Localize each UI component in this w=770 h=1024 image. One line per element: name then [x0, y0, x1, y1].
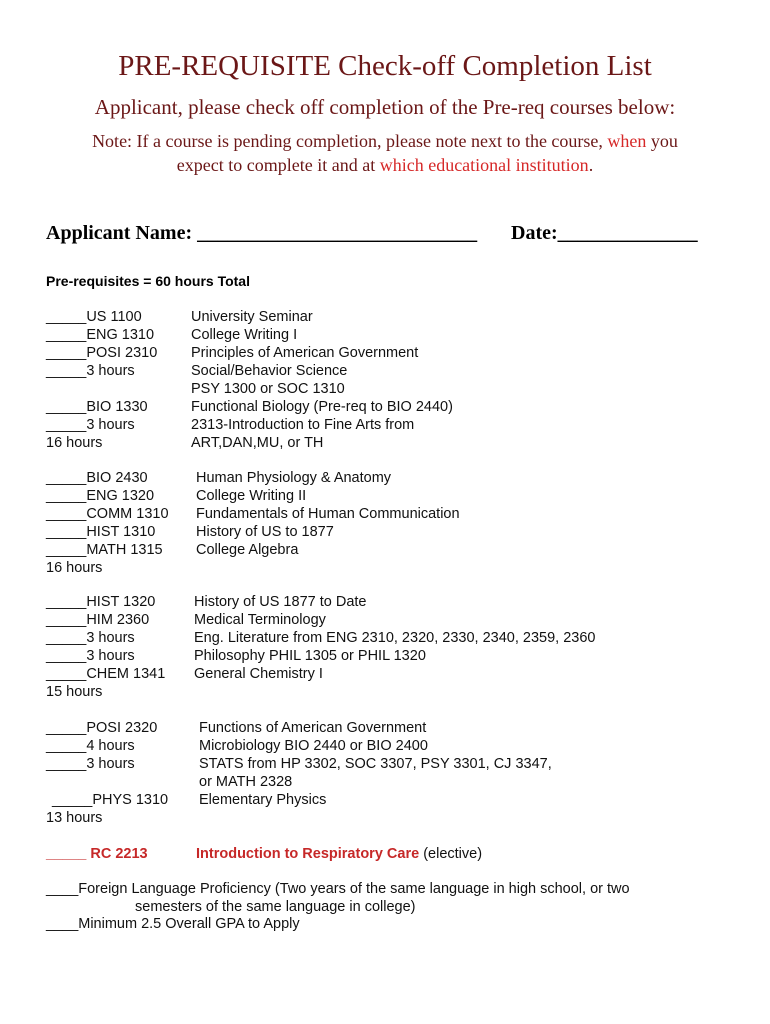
applicant-name-field[interactable]: Applicant Name: ____________________________: [46, 222, 478, 244]
note-part3: expect to complete it and at: [176, 155, 380, 175]
course-code[interactable]: _____BIO 1330: [46, 399, 148, 415]
course-code[interactable]: _____POSI 2320: [46, 720, 158, 736]
group-1-descriptions: [191, 308, 453, 452]
course-code[interactable]: _____US 1100: [46, 309, 142, 325]
note-when: when: [607, 131, 647, 151]
course-code[interactable]: _____3 hours: [46, 648, 135, 664]
page-title: PRE-REQUISITE Check-off Completion List: [118, 50, 652, 82]
note-part1: Note: If a course is pending completion, please note next to the course,: [92, 131, 608, 151]
group-1-codes: [46, 308, 157, 452]
course-description: 2313-Introduction to Fine Arts from: [191, 417, 415, 433]
course-description: Philosophy PHIL 1305 or PHIL 1320: [194, 648, 426, 664]
course-code[interactable]: _____4 hours: [46, 738, 135, 754]
note-which: which educational institution: [379, 155, 589, 175]
group-4-codes: [46, 719, 168, 827]
course-description: Principles of American Government: [191, 345, 419, 361]
group-hours: 16 hours: [46, 435, 103, 451]
course-description: Microbiology BIO 2440 or BIO 2400: [199, 738, 428, 754]
course-description: University Seminar: [191, 309, 313, 325]
course-code[interactable]: _____3 hours: [46, 756, 135, 772]
course-code[interactable]: _____HIST 1310: [46, 524, 156, 540]
group-4-descriptions: [199, 719, 552, 809]
course-description: College Algebra: [196, 542, 299, 558]
instruction-note: [0, 129, 770, 177]
elective-title: Introduction to Respiratory Care: [196, 846, 420, 862]
elective-course-description: [196, 845, 482, 863]
course-code[interactable]: _____3 hours: [46, 363, 135, 379]
course-code[interactable]: _____ENG 1310: [46, 327, 155, 343]
total-hours-heading: Pre-requisites = 60 hours Total: [46, 273, 250, 289]
group-hours: 13 hours: [46, 810, 103, 826]
course-code[interactable]: _____MATH 1315: [46, 542, 163, 558]
course-description: Fundamentals of Human Communication: [196, 506, 460, 522]
gpa-requirement[interactable]: ____Minimum 2.5 Overall GPA to Apply: [46, 916, 300, 932]
course-description: STATS from HP 3302, SOC 3307, PSY 3301, CJ 3347,: [199, 756, 552, 772]
course-description: History of US to 1877: [196, 524, 334, 540]
course-description: Medical Terminology: [194, 612, 326, 628]
note-part4: .: [588, 155, 594, 175]
course-description: PSY 1300 or SOC 1310: [191, 381, 345, 397]
group-2-descriptions: [196, 469, 460, 559]
course-code[interactable]: _____POSI 2310: [46, 345, 158, 361]
group-3-codes: [46, 593, 165, 701]
page-subtitle: Applicant, please check off completion of the Pre-req courses below:: [94, 95, 676, 119]
course-code[interactable]: _____ENG 1320: [46, 488, 155, 504]
course-code[interactable]: _____CHEM 1341: [46, 666, 166, 682]
course-code: [46, 380, 157, 398]
course-code[interactable]: _____HIM 2360: [46, 612, 150, 628]
course-description: Functional Biology (Pre-req to BIO 2440): [191, 399, 453, 415]
group-hours: 15 hours: [46, 684, 103, 700]
course-description: Human Physiology & Anatomy: [196, 470, 392, 486]
course-description: Social/Behavior Science: [191, 363, 348, 379]
course-code[interactable]: _____3 hours: [46, 417, 135, 433]
course-description: General Chemistry I: [194, 666, 323, 682]
course-code[interactable]: _____HIST 1320: [46, 594, 156, 610]
course-description: ART,DAN,MU, or TH: [191, 435, 324, 451]
foreign-language-requirement-cont: semesters of the same language in college): [135, 899, 416, 915]
elective-tag: (elective): [423, 846, 483, 862]
course-description: Elementary Physics: [199, 792, 327, 808]
group-2-codes: [46, 469, 169, 577]
group-3-descriptions: [194, 593, 595, 683]
course-code[interactable]: _____BIO 2430: [46, 470, 148, 486]
date-field[interactable]: Date:______________: [511, 222, 698, 244]
course-code[interactable]: _____3 hours: [46, 630, 135, 646]
course-code: [46, 773, 168, 791]
course-description: College Writing I: [191, 327, 298, 343]
course-description: or MATH 2328: [199, 774, 293, 790]
group-hours: 16 hours: [46, 560, 103, 576]
note-part2: you: [646, 131, 678, 151]
elective-course-code[interactable]: _____ RC 2213: [46, 846, 148, 862]
course-description: History of US 1877 to Date: [194, 594, 367, 610]
course-description: Eng. Literature from ENG 2310, 2320, 2330, 2340, 2359, 2360: [194, 630, 596, 646]
course-code[interactable]: _____COMM 1310: [46, 506, 169, 522]
course-code[interactable]: _____PHYS 1310: [52, 792, 169, 808]
course-description: Functions of American Government: [199, 720, 427, 736]
foreign-language-requirement[interactable]: ____Foreign Language Proficiency (Two years of the same language in high school, or two: [46, 881, 630, 897]
course-description: College Writing II: [196, 488, 307, 504]
